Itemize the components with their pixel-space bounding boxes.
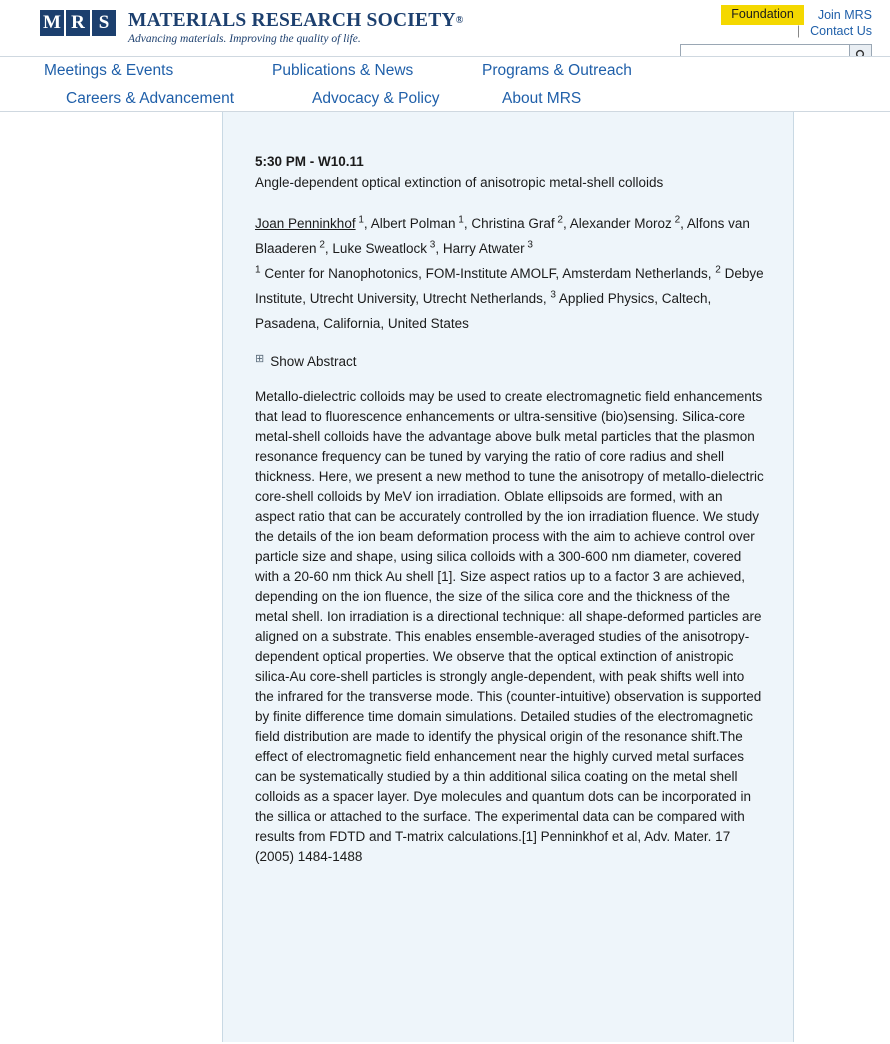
utility-separator: | [796, 24, 801, 38]
author-name: Harry Atwater [442, 241, 525, 256]
nav-item-programs-outreach[interactable]: Programs & Outreach [482, 62, 632, 79]
author-affiliation-marker: 2 [554, 214, 563, 226]
author-name[interactable]: Joan Penninkhof [255, 216, 356, 231]
nav-item-meetings-events[interactable]: Meetings & Events [44, 62, 174, 79]
show-abstract-label: Show Abstract [270, 354, 357, 369]
logo-letter-m: M [40, 10, 64, 36]
join-mrs-link[interactable]: Join MRS [817, 8, 872, 22]
affiliation-list [255, 261, 765, 336]
logo-mark [40, 10, 116, 36]
abstract-text: Metallo-dielectric colloids may be used to create electromagnetic field enhancements that lead to fluorescence enhancements or ultra-sensitive (bio)sensing. Silica-core metal-shell colloids have the advantage above bulk metal particles that the plasmon resonance frequency can be tuned by varying the ratio of core radius and shell thickness. Here, we present a new method to tune the anisotropy of metallo-dielectric core-shell colloids by MeV ion irradiation. Oblate ellipsoids are formed, with an aspect ratio that can be accurately controlled by the ion irradiation fluence. We study the details of the ion beam deformation process with the aim to achieve control over particle size and shape, using silica colloids with a 300-600 nm diameter, covered with a 20-60 nm thick Au shell [1]. Size aspect ratios up to a factor 3 are achieved, depending on the ion fluence, the size of the silica core and the thickness of the metal shell. Ion irradiation is a directional technique: all shape-deformed particles are aligned on a substrate. This enables ensemble-averaged studies of the anisotropy-dependent optical properties. We observe that the optical extinction of anistropic silica-Au core-shell particles is strongly angle-dependent, with peak shifts well into the infrared for the transverse mode. This (counter-intuitive) observation is supported by finite difference time domain simulations. Detailed studies of the electromagnetic field distribution are made to identify the physical origin of the resonance shift.The effect of electromagnetic field enhancement near the highly curved metal surfaces can be systematically studied by a thin additional silica coating on the metal shell colloids as a spacer layer. Dye molecules and quantum dots can be incorporated in the sillica or attached to the surface. The experimental data can be compared with results from FDTD and T-matrix calculations.[1] Penninkhof et al, Adv. Mater. 17 (2005) 1484-1488 [255, 389, 764, 864]
registered-mark: ® [455, 15, 464, 26]
affiliation-marker: 2 [715, 264, 721, 276]
contact-us-link[interactable]: Contact Us [810, 24, 872, 38]
nav-item-careers-advancement[interactable]: Careers & Advancement [66, 90, 235, 107]
author-affiliation-marker: 3 [426, 239, 436, 251]
abstract-panel [222, 112, 794, 1042]
affiliation-marker: 3 [550, 289, 556, 301]
logo-letter-r: R [66, 10, 90, 36]
talk-title: Angle-dependent optical extinction of anisotropic metal-shell colloids [255, 175, 664, 190]
site-header [0, 0, 890, 56]
expand-icon: ⊞ [255, 353, 265, 365]
affiliation-text: Center for Nanophotonics, FOM-Institute AMOLF, Amsterdam Netherlands, [260, 266, 716, 281]
mrs-logo[interactable] [40, 10, 463, 47]
content-area [0, 112, 890, 1042]
author-name: Albert Polman [370, 216, 456, 231]
nav-item-advocacy-policy[interactable]: Advocacy & Policy [312, 90, 440, 107]
author-affiliation-marker: 2 [316, 239, 325, 251]
author-affiliation-marker: 1 [455, 214, 464, 226]
logo-text [128, 10, 463, 47]
utility-row-bottom [797, 24, 872, 38]
author-affiliation-marker: 2 [671, 214, 681, 226]
author-name: Luke Sweatlock [332, 241, 427, 256]
org-name-text: MATERIALS RESEARCH SOCIETY [128, 10, 456, 31]
nav-row-primary [0, 61, 890, 81]
utility-row-top [721, 5, 872, 25]
org-tagline: Advancing materials. Improving the quality of life. [128, 33, 361, 45]
author-name: Alexander Moroz [569, 216, 672, 231]
author-list: Joan Penninkhof $^1$, Albert Polman $^1$, Christina Graf $^2$, Alexander Moroz $^2$, Alfons van Blaaderen $^2$, Luke Sweatlock $^3$, Harry Atwater $^3$ [255, 214, 750, 256]
logo-letter-s: S [92, 10, 116, 36]
nav-row-secondary [0, 89, 890, 109]
foundation-tab[interactable]: Foundation [721, 5, 804, 25]
nav-item-about-mrs[interactable]: About MRS [502, 90, 582, 107]
session-time: 5:30 PM - W10.11 [255, 154, 364, 169]
author-affiliation-marker: 1 [355, 214, 364, 226]
affiliation-text: Applied Physics, Caltech, Pasadena, California, United States [255, 291, 712, 331]
author-name: Christina Graf [471, 216, 555, 231]
affiliation-marker: 1 [255, 264, 261, 276]
org-name [128, 10, 463, 32]
author-name: Alfons van Blaaderen [255, 216, 750, 256]
affiliation-text: Debye Institute, Utrecht University, Utrecht Netherlands, [255, 266, 764, 306]
author-affiliation-marker: 3 [524, 239, 533, 251]
main-navigation [0, 56, 890, 112]
show-abstract-toggle[interactable] [255, 352, 765, 371]
nav-item-publications-news[interactable]: Publications & News [272, 62, 414, 79]
